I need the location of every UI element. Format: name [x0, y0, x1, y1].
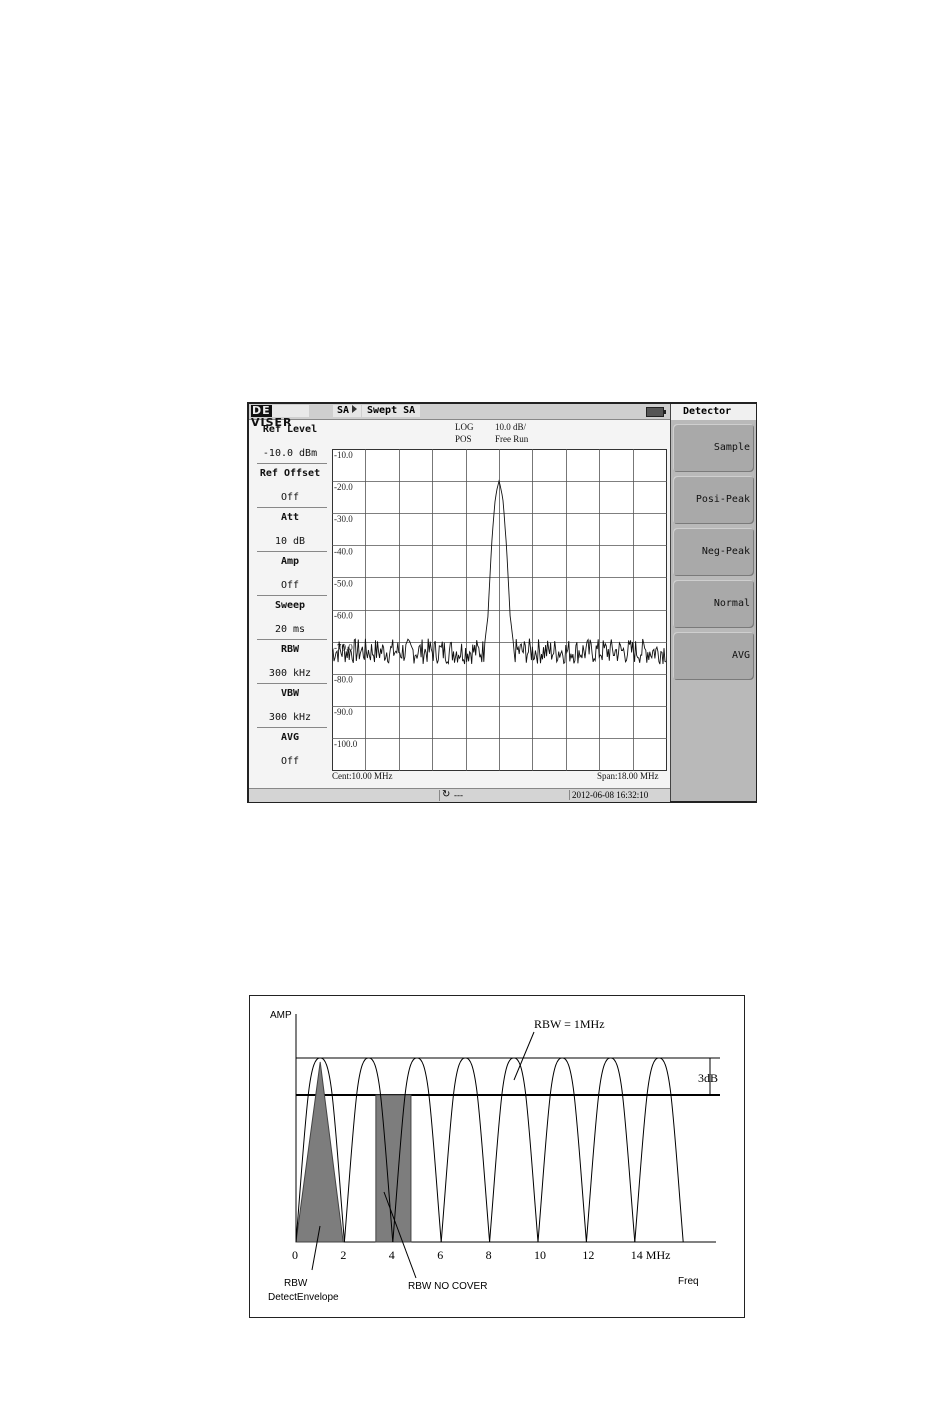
y-tick-label: -50.0: [334, 578, 353, 589]
battery-icon: [646, 407, 664, 417]
y-tick-label: -30.0: [334, 514, 353, 525]
softkey-sample[interactable]: [673, 424, 754, 472]
status-text: ---: [454, 790, 463, 800]
setting-value: Off: [280, 756, 300, 767]
rbw-filter-lobe: [441, 1058, 489, 1242]
setting-label: Ref Level: [262, 424, 318, 435]
center-frequency: Cent:10.00 MHz: [332, 771, 393, 781]
setting-value: 300 kHz: [268, 712, 312, 723]
setting-amp[interactable]: [253, 552, 327, 595]
trace-header: [335, 420, 665, 448]
softkey-label: Neg-Peak: [701, 546, 750, 557]
setting-label: RBW: [280, 644, 300, 655]
mode-tab[interactable]: [333, 405, 361, 417]
x-tick-label: 2: [340, 1248, 347, 1262]
mode-tab-label: SA: [337, 405, 350, 416]
y-tick-label: -90.0: [334, 706, 353, 717]
setting-label: Att: [280, 512, 300, 523]
setting-value: 10 dB: [274, 536, 306, 547]
y-tick-label: -70.0: [334, 642, 353, 653]
x-tick-label: 0: [292, 1248, 298, 1262]
annotation-envelope-line2: DetectEnvelope: [268, 1292, 339, 1303]
scale-type: LOG: [455, 422, 474, 432]
setting-label: Ref Offset: [259, 468, 321, 479]
setting-label: Sweep: [274, 600, 306, 611]
softkey-title: Detector: [671, 404, 756, 420]
softkey-avg[interactable]: [673, 632, 754, 680]
rbw-label-pointer: [514, 1032, 534, 1080]
setting-value: Off: [280, 580, 300, 591]
softkey-label: Normal: [713, 598, 750, 609]
setting-label: Amp: [280, 556, 300, 567]
setting-ref-offset[interactable]: [253, 464, 327, 507]
detector-type: POS: [455, 434, 472, 444]
rbw-filter-lobe: [635, 1058, 683, 1242]
scale-per-div: 10.0 dB/: [495, 422, 527, 432]
db-label: 3dB: [698, 1071, 719, 1085]
y-axis-label: AMP: [270, 1010, 292, 1021]
measurement-tab-label: Swept SA: [367, 405, 416, 416]
rbw-diagram-svg: [250, 996, 744, 1317]
y-tick-label: -80.0: [334, 674, 353, 685]
softkey-posi-peak[interactable]: [673, 476, 754, 524]
y-tick-label: -10.0: [334, 450, 353, 460]
sync-icon: ↻: [442, 789, 451, 800]
setting-ref-level[interactable]: [253, 420, 327, 463]
softkey-normal[interactable]: [673, 580, 754, 628]
x-tick-label: 12: [582, 1248, 595, 1262]
setting-label: AVG: [280, 732, 300, 743]
rbw-no-cover-shade: [376, 1095, 411, 1242]
divider: [439, 790, 440, 801]
spectrum-plot: [332, 449, 667, 771]
rbw-filter-lobe: [586, 1058, 634, 1242]
setting-avg[interactable]: [253, 728, 327, 771]
setting-rbw[interactable]: [253, 640, 327, 683]
analyzer-screenshot: [247, 402, 757, 803]
trigger-mode: Free Run: [495, 434, 529, 444]
x-tick-label: 4: [388, 1248, 395, 1262]
spectrum-svg: [332, 449, 667, 771]
setting-value: -10.0 dBm: [262, 448, 318, 459]
y-tick-label: -60.0: [334, 610, 353, 621]
rbw-label: RBW = 1MHz: [534, 1017, 605, 1031]
logo-part1: DE: [252, 404, 271, 417]
softkey-neg-peak[interactable]: [673, 528, 754, 576]
rbw-filter-lobe: [490, 1058, 538, 1242]
rbw-filter-lobe: [538, 1058, 586, 1242]
settings-panel: [249, 420, 331, 789]
x-tick-label: 14 MHz: [630, 1248, 671, 1262]
y-tick-label: -100.0: [334, 738, 358, 749]
y-tick-label: -20.0: [334, 482, 353, 493]
setting-vbw[interactable]: [253, 684, 327, 727]
chevron-right-icon: [352, 405, 357, 413]
datetime: 2012-06-08 16:32:10: [569, 790, 650, 800]
softkey-label: Posi-Peak: [695, 494, 750, 505]
x-tick-label: 6: [437, 1248, 444, 1262]
setting-value: 300 kHz: [268, 668, 312, 679]
x-axis-label: Freq: [678, 1276, 699, 1287]
status-bar: [249, 788, 670, 802]
annotation-nocover: RBW NO COVER: [408, 1281, 488, 1292]
softkey-label: AVG: [731, 650, 750, 661]
softkey-label: Sample: [713, 442, 750, 453]
setting-value: Off: [280, 492, 300, 503]
annotation-envelope-line1: RBW: [284, 1278, 308, 1289]
x-tick-label: 8: [485, 1248, 492, 1262]
x-tick-label: 10: [534, 1248, 546, 1262]
logo-part2: VISER: [251, 416, 293, 429]
setting-value: 20 ms: [274, 624, 306, 635]
softkey-panel: [670, 404, 756, 801]
setting-att[interactable]: [253, 508, 327, 551]
rbw-diagram: [249, 995, 745, 1318]
setting-label: VBW: [280, 688, 300, 699]
y-tick-label: -40.0: [334, 546, 353, 557]
measurement-tab[interactable]: [362, 405, 420, 417]
brand-logo: [251, 404, 309, 429]
span-frequency: Span:18.00 MHz: [597, 771, 659, 781]
setting-sweep[interactable]: [253, 596, 327, 639]
